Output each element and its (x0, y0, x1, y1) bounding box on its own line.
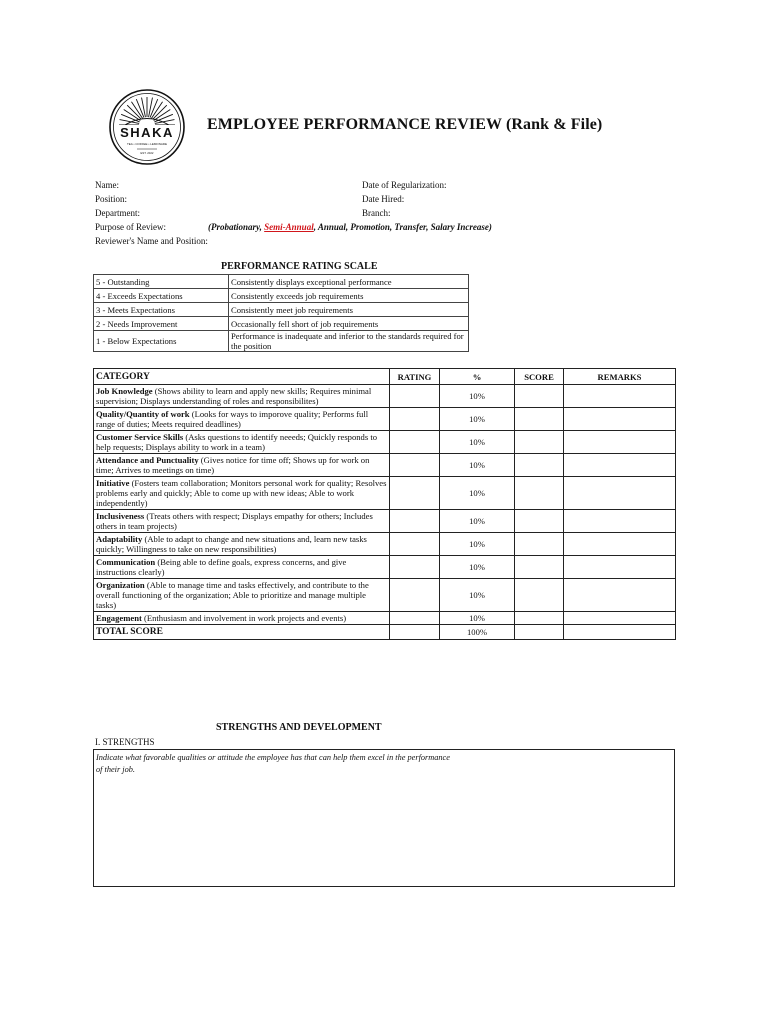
rating-level: 2 - Needs Improvement (94, 317, 229, 331)
rating-description: Performance is inadequate and inferior to the standards required for the position (229, 331, 469, 352)
review-row (94, 556, 676, 579)
remarks-cell[interactable] (564, 408, 676, 431)
category-name: Organization (96, 580, 145, 590)
score-cell[interactable] (515, 579, 564, 612)
rating-scale-row (94, 317, 469, 331)
remarks-cell[interactable] (564, 579, 676, 612)
category-description: (Shows ability to learn and apply new skills; Requires minimal supervision; Displays understanding of roles and responsibilites) (96, 386, 372, 406)
page-title: EMPLOYEE PERFORMANCE REVIEW (Rank & File) (207, 116, 603, 133)
rating-scale-row (94, 275, 469, 289)
total-percent: 100% (440, 625, 515, 640)
category-name: Initiative (96, 478, 130, 488)
logo-wordmark: SHAKA (120, 125, 174, 140)
category-cell (94, 385, 390, 408)
category-cell (94, 533, 390, 556)
rating-scale-row (94, 289, 469, 303)
rating-cell[interactable] (390, 510, 440, 533)
percent-cell: 10% (440, 408, 515, 431)
header-rating: RATING (390, 369, 440, 385)
rating-cell[interactable] (390, 533, 440, 556)
total-row (94, 625, 676, 640)
remarks-cell[interactable] (564, 533, 676, 556)
rating-level: 4 - Exceeds Expectations (94, 289, 229, 303)
rating-level: 3 - Meets Expectations (94, 303, 229, 317)
name-field: Name: (95, 180, 119, 190)
percent-cell: 10% (440, 454, 515, 477)
rating-cell[interactable] (390, 556, 440, 579)
category-cell (94, 612, 390, 625)
category-description: (Asks questions to identify neeeds; Quickly responds to help requests; Displays ability to work in a team) (96, 432, 378, 452)
category-name: Engagement (96, 613, 142, 623)
category-cell (94, 510, 390, 533)
rating-scale-row (94, 303, 469, 317)
review-row (94, 385, 676, 408)
review-row (94, 579, 676, 612)
category-description: (Gives notice for time off; Shows up for work on time; Arrives to meetings on time) (96, 455, 370, 475)
logo-tagline: TEA • COFFEE • LEMONADE (126, 142, 168, 146)
percent-cell: 10% (440, 431, 515, 454)
review-row (94, 510, 676, 533)
score-cell[interactable] (515, 612, 564, 625)
category-cell (94, 477, 390, 510)
review-row (94, 454, 676, 477)
rating-description: Consistently exceeds job requirements (229, 289, 469, 303)
shaka-logo (108, 88, 186, 166)
strengths-development-title: STRENGTHS AND DEVELOPMENT (216, 722, 382, 733)
category-description: (Being able to define goals, express concerns, and give instructions clearly) (96, 557, 347, 577)
remarks-cell[interactable] (564, 612, 676, 625)
category-name: Communication (96, 557, 156, 567)
remarks-cell[interactable] (564, 477, 676, 510)
category-cell (94, 454, 390, 477)
score-cell[interactable] (515, 533, 564, 556)
logo-est: EST. 2022 (140, 151, 154, 155)
review-row (94, 408, 676, 431)
header-percent: % (440, 369, 515, 385)
percent-cell: 10% (440, 477, 515, 510)
rating-scale-row (94, 331, 469, 352)
rating-cell[interactable] (390, 408, 440, 431)
review-row (94, 612, 676, 625)
position-field: Position: (95, 194, 128, 204)
percent-cell: 10% (440, 556, 515, 579)
percent-cell: 10% (440, 385, 515, 408)
rating-level: 1 - Below Expectations (94, 331, 229, 352)
rating-cell[interactable] (390, 431, 440, 454)
purpose-selected: Semi-Annual (264, 222, 314, 232)
total-remarks-cell[interactable] (564, 625, 676, 640)
review-row (94, 477, 676, 510)
category-name: Adaptability (96, 534, 143, 544)
remarks-cell[interactable] (564, 454, 676, 477)
remarks-cell[interactable] (564, 385, 676, 408)
review-row (94, 431, 676, 454)
date-hired-field: Date Hired: (362, 194, 405, 204)
rating-cell[interactable] (390, 612, 440, 625)
header-remarks: REMARKS (564, 369, 676, 385)
percent-cell: 10% (440, 579, 515, 612)
category-cell (94, 408, 390, 431)
rating-level: 5 - Outstanding (94, 275, 229, 289)
score-cell[interactable] (515, 385, 564, 408)
category-name: Quality/Quantity of work (96, 409, 190, 419)
category-description: (Able to manage time and tasks effectively, and contribute to the overall functioning of the organization; Able to prioritize and manage multiple tasks) (96, 580, 369, 610)
rating-cell[interactable] (390, 385, 440, 408)
category-cell (94, 556, 390, 579)
purpose-label: Purpose of Review: (95, 222, 166, 232)
category-description: (Looks for ways to imporove quality; Performs full range of duties; Meets required deadlines) (96, 409, 369, 429)
reviewer-field: Reviewer's Name and Position: (95, 236, 208, 246)
rating-cell[interactable] (390, 477, 440, 510)
score-cell[interactable] (515, 477, 564, 510)
score-cell[interactable] (515, 431, 564, 454)
rating-scale-title: PERFORMANCE RATING SCALE (221, 261, 378, 272)
rating-cell[interactable] (390, 579, 440, 612)
strengths-hint: Indicate what favorable qualities or attitude the employee has that can help them excel in the performance of their job. (96, 753, 450, 774)
category-description: (Able to adapt to change and new situations and, learn new tasks quickly; Willingness to take on new responsibilities) (96, 534, 367, 554)
rating-description: Occasionally fell short of job requirements (229, 317, 469, 331)
remarks-cell[interactable] (564, 510, 676, 533)
category-description: (Treats others with respect; Displays empathy for others; Includes others in team projects) (96, 511, 373, 531)
department-field: Department: (95, 208, 140, 218)
percent-cell: 10% (440, 510, 515, 533)
category-cell (94, 431, 390, 454)
strengths-label: I. STRENGTHS (95, 737, 155, 747)
percent-cell: 10% (440, 612, 515, 625)
total-rating-cell[interactable] (390, 625, 440, 640)
rating-description: Consistently meet job requirements (229, 303, 469, 317)
category-name: Attendance and Punctuality (96, 455, 199, 465)
strengths-box[interactable] (93, 749, 675, 887)
rating-scale-table (93, 274, 469, 352)
category-cell (94, 579, 390, 612)
rating-cell[interactable] (390, 454, 440, 477)
score-cell[interactable] (515, 510, 564, 533)
category-name: Inclusiveness (96, 511, 145, 521)
header-score: SCORE (515, 369, 564, 385)
category-description: (Fosters team collaboration; Monitors personal work for quality; Resolves problems early and quickly; Able to come up with new ideas; Able to work independently) (96, 478, 387, 508)
score-cell[interactable] (515, 454, 564, 477)
percent-cell: 10% (440, 533, 515, 556)
rating-description: Consistently displays exceptional performance (229, 275, 469, 289)
remarks-cell[interactable] (564, 431, 676, 454)
total-score-cell[interactable] (515, 625, 564, 640)
category-name: Customer Service Skills (96, 432, 184, 442)
date-regularization-field: Date of Regularization: (362, 180, 447, 190)
category-name: Job Knowledge (96, 386, 153, 396)
remarks-cell[interactable] (564, 556, 676, 579)
purpose-options: (Probationary, Semi-Annual, Annual, Promotion, Transfer, Salary Increase) (208, 222, 492, 232)
category-description: (Enthusiasm and involvement in work projects and events) (141, 613, 347, 623)
total-label: TOTAL SCORE (94, 625, 390, 640)
header-category: CATEGORY (94, 369, 390, 385)
branch-field: Branch: (362, 208, 391, 218)
purpose-field (95, 220, 695, 234)
review-row (94, 533, 676, 556)
score-cell[interactable] (515, 408, 564, 431)
score-cell[interactable] (515, 556, 564, 579)
review-table (93, 368, 676, 640)
